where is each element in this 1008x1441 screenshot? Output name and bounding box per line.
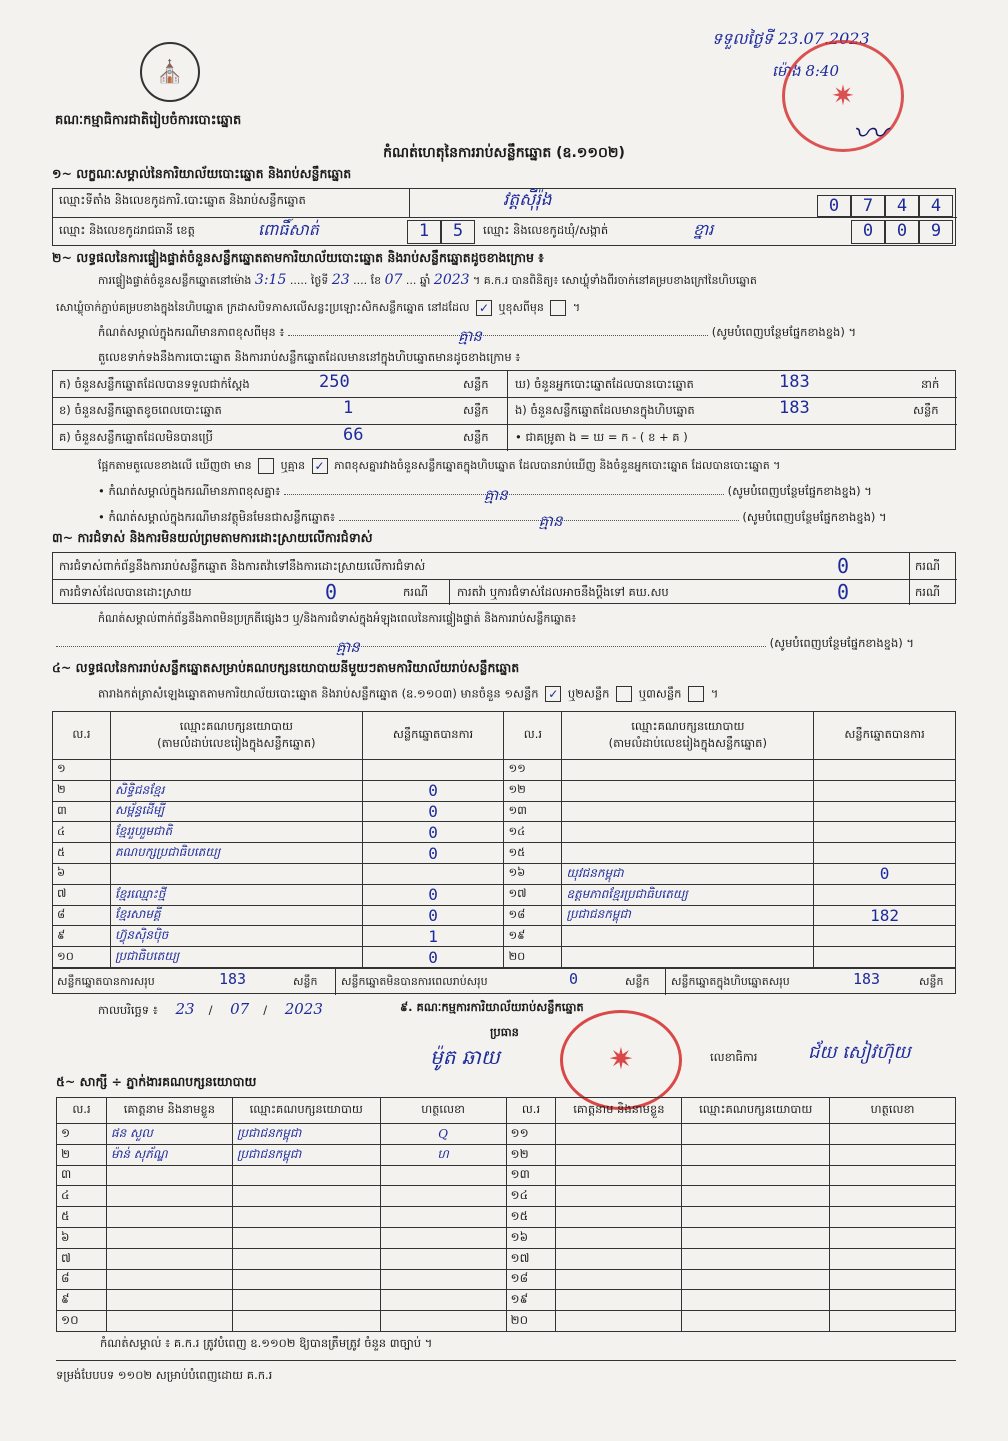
verify-month: 07 [384,272,403,288]
table-row [53,863,956,884]
count-date: កាលបរិច្ឆេទ ៖ 23 / 07 / 2023 [98,1000,323,1018]
commune-label: ឈ្មោះ និងលេខកូដឃុំ/សង្កាត់ [483,223,609,237]
party-name: គណបក្សប្រជាធិបតេយ្យ [110,843,362,864]
witness-signature [830,1248,956,1269]
party-results-table: ល.រ ឈ្មោះគណបក្សនយោបាយ (តាមលំដាប់លេខរៀងក្នុងសន្លឹកឆ្នោត) សន្លឹកឆ្នោតបានការ ល.រ ឈ្មោះគណបក្សនយោបាយ (តាមលំដាប់លេខរៀងក្នុងសន្លឹកឆ្នោត) សន្លឹកឆ្នោតបានការ ១ ១១ ២ សិទ្ធិជនខ្មែរ 0 ១២ ៣ សម្ព័ន្ធដើម្បី 0 ១៣ ៤ ខ្មែររួបរួមជាតិ 0 ១៤ ៥ គណបក្សប្រជាធិបតេយ្យ 0 ១៥ ៦ ១៦ យុវជនកម្ពុជា 0 ៧ ខ្មែរឈ្មោះថ្មី 0 ១៧ ឧត្តមភាពខ្មែរប្រជាធិបតេយ្យ ៨ ខ្មែរសាមគ្គី 0 ១៨ ប្រជាជនកម្ពុជា 182 ៩ ហ៊្វុនស៊ិនប៉ិច 1 ១៩ ១០ ប្រជាធិបតេយ្យ 0 ២០ [52,711,956,968]
verify-time-line: ការផ្ទៀងផ្ទាត់ចំនួនសន្លឹកឆ្នោតនៅម៉ោង 3:15 ..... ថ្ងៃទី 23 .... ខែ 07 ... ឆ្នាំ 2023 ។ គ.ក.រ បានពិនិត្យ៖ សោឃ្លុំទាំងពីរចាក់នៅគម្របខាងក្រៅនៃហិបឆ្នោត [98,272,757,288]
committee-name: គណៈកម្មាធិការជាតិរៀបចំការបោះឆ្នោត [55,113,242,128]
witness-no: ៧ [57,1248,107,1269]
party-name [562,947,814,968]
party-votes [362,863,504,884]
formula: • ជាគម្រូតា ង = ឃ = ក - ( ខ + គ ) [515,430,688,444]
witness-signature [380,1311,506,1332]
compare-line: ផ្អែកតាមតួលេខខាងលើ ឃើញថា មាន ឬគ្មាន ✓ ភាពខុសគ្នារវាងចំនួនសន្លឹកឆ្នោតក្នុងហិបឆ្នោត ដែលបានរាប់ឃើញ និងចំនួនអ្នកបោះឆ្នោត ដែលបានបោះឆ្នោត ។ [98,459,781,473]
objections-table: ការជំទាស់ពាក់ព័ន្ធនឹងការរាប់សន្លឹកឆ្នោត និងការតវ៉ាទៅនឹងការដោះស្រាយលើការជំទាស់ 0 ករណី ការជំទាស់ដែលបានដោះស្រាយ 0 ករណី ការតវ៉ា ឬការជំទាស់ដែលអាចនឹងប្ដឹងទៅ គឃ.សប 0 ករណី [52,552,956,604]
witness-name [556,1165,682,1186]
witness-no: ១ [57,1124,107,1145]
chair-label: ប្រធាន [490,1025,519,1039]
party-no: ៧ [53,884,111,905]
witness-signature [830,1269,956,1290]
witness-party [232,1207,380,1228]
count-gh-value: 183 [779,372,810,392]
party-no: ១៦ [504,863,562,884]
witness-party: ប្រជាជនកម្ពុជា [232,1124,380,1145]
verify-day: 23 [331,272,350,288]
count-committee-label: ៩. គណៈកម្មការការិយាល័យរាប់សន្លឹកឆ្នោត [400,1000,584,1014]
witness-party [682,1269,830,1290]
table-row [57,1144,956,1165]
witness-party [232,1248,380,1269]
table-row [57,1165,956,1186]
witness-signature [830,1207,956,1228]
witness-no: ១០ [57,1311,107,1332]
witness-signature [380,1290,506,1311]
tally-sheet-line: តារាងកត់ត្រាសំឡេងឆ្នោតតាមការិយាល័យបោះឆ្នោត និងរាប់សន្លឹកឆ្នោត (ឧ.១១០៣) មានចំនួន ១សន្លឹក ✓ ឬ២សន្លឹក ឬ៣សន្លឹក ។ [98,686,719,701]
witness-party [232,1165,380,1186]
party-votes [814,947,956,968]
table-row [57,1311,956,1332]
witness-signature [380,1186,506,1207]
witness-signature [830,1165,956,1186]
footnote: កំណត់សម្គាល់ ៖ គ.ក.រ ត្រូវបំពេញ ឧ.១១០២ ឱ្យបានត្រឹមត្រូវ ចំនួន ៣ច្បាប់ ។ [100,1336,433,1350]
party-name: ឧត្តមភាពខ្មែរប្រជាធិបតេយ្យ [562,884,814,905]
witness-name [106,1290,232,1311]
invalid-note-line: • កំណត់សម្គាល់ក្នុងករណីមានវត្ថុមិនមែនជាសន្លឹកឆ្នោត៖ គ្មាន (សូមបំពេញបន្ថែមផ្នែកខាងខ្នង) ។ [98,510,956,527]
witness-signature [830,1311,956,1332]
witness-no: ១៣ [506,1165,556,1186]
party-votes: 0 [362,905,504,926]
witness-party [682,1207,830,1228]
top-signature: 〰 [852,114,886,154]
party-no: ១៣ [504,801,562,822]
table-row [53,801,956,822]
count-kh-label: ខ) ចំនួនសន្លឹកឆ្នោតខូចពេលបោះឆ្នោត [59,403,222,417]
witness-name [106,1186,232,1207]
witness-name [106,1269,232,1290]
party-no: ១២ [504,780,562,801]
party-no: ១៥ [504,843,562,864]
same-checkbox[interactable]: ✓ [476,300,492,316]
count-ng-value: 183 [779,398,810,418]
party-no: ៣ [53,801,111,822]
witness-party [682,1248,830,1269]
total-invalid-label: សន្លឹកឆ្នោតមិនបានការពេលរាប់សរុប [341,975,488,988]
party-votes [814,760,956,781]
chair-signature: ម៉ូត ឆាយ [430,1045,500,1069]
table-row [57,1207,956,1228]
no-diff-checkbox[interactable]: ✓ [312,458,328,474]
witness-name [556,1124,682,1145]
witness-no: ៨ [57,1269,107,1290]
section4-title: ៤~ លទ្ធផលនៃការរាប់សន្លឹកឆ្នោតសម្រាប់គណបក្សនយោបាយនីមួយៗតាមការិយាល័យរាប់សន្លឹកឆ្នោត [52,660,520,675]
commune-code: 0 0 9 [851,220,953,244]
objection-r3-value: 0 [837,580,850,604]
party-votes [362,760,504,781]
party-name [562,760,814,781]
party-name [562,822,814,843]
top-red-stamp: ✷ [782,40,904,152]
form-title: កំណត់ហេតុនៃការរាប់សន្លឹកឆ្នោត (ឧ.១១០២) [383,145,625,161]
witness-party: ប្រជាជនកម្ពុជា [232,1144,380,1165]
party-no: ៩ [53,926,111,947]
table-row [57,1269,956,1290]
party-votes [814,780,956,801]
party-name [562,780,814,801]
one-sheet-checkbox[interactable]: ✓ [545,686,561,702]
party-no: ១៨ [504,905,562,926]
section5-title: ៥~ សាក្សី ÷ ភ្នាក់ងារគណបក្សនយោបាយ [56,1074,257,1089]
party-votes: 1 [362,926,504,947]
witness-name [556,1269,682,1290]
witness-name [106,1248,232,1269]
party-no: ១០ [53,947,111,968]
verify-time: 3:15 [254,272,287,288]
witness-signature [830,1124,956,1145]
party-name [562,801,814,822]
witness-party [682,1227,830,1248]
party-votes [814,801,956,822]
three-sheet-checkbox[interactable] [688,686,704,702]
table-row [53,843,956,864]
total-box-label: សន្លឹកឆ្នោតក្នុងហិបឆ្នោតសរុប [671,975,790,988]
table-row [53,905,956,926]
received-note: ទទួលថ្ងៃទី 23.07.2023 [712,29,870,48]
count-gh-label: ឃ) ចំនួនអ្នកបោះឆ្នោតដែលបានបោះឆ្នោត [515,377,694,391]
province-label: ឈ្មោះ និងលេខកូដរាជធានី ខេត្ត [59,223,195,237]
total-valid-value: 183 [219,970,247,988]
party-votes: 0 [362,843,504,864]
diff-note-line: • កំណត់សម្គាល់ក្នុងករណីមានភាពខុសគ្នា៖ គ្មាន (សូមបំពេញបន្ថែមផ្នែកខាងខ្នង) ។ [98,484,956,501]
witness-name [556,1227,682,1248]
party-name: ប្រជាជនកម្ពុជា [562,905,814,926]
party-name: សម្ព័ន្ធដើម្បី [110,801,362,822]
objection-note-label: កំណត់សម្គាល់ពាក់ព័ន្ធនឹងភាពមិនប្រក្រតីផ្សេងៗ ឬ/និងការជំទាស់ក្នុងអំឡុងពេលនៃការផ្ទៀងផ្ទាត់ និងការរាប់សន្លឹកឆ្នោត៖ [98,612,577,625]
objection-r2-value: 0 [325,580,338,604]
witness-signature [830,1186,956,1207]
party-name: ខ្មែរឈ្មោះថ្មី [110,884,362,905]
count-g-label: គ) ចំនួនសន្លឹកឆ្នោតដែលមិនបានប្រើ [59,430,213,444]
objection-r1-value: 0 [837,554,850,578]
witness-no: ៥ [57,1207,107,1228]
party-no: ១៩ [504,926,562,947]
province-code: 1 5 [407,220,475,244]
witness-no: ៣ [57,1165,107,1186]
form-footer: ទម្រង់បែបបទ ១១០២ សម្រាប់បំពេញដោយ គ.ក.រ [56,1368,273,1382]
witness-signature [380,1248,506,1269]
party-name: ខ្មែរសាមគ្គី [110,905,362,926]
witness-signature [830,1227,956,1248]
station-value: វត្តស៊ីរ៉ុង [503,190,552,210]
count-kh-value: 1 [343,398,354,418]
witness-party [232,1227,380,1248]
witness-name [556,1207,682,1228]
witness-signature [830,1144,956,1165]
witness-party [232,1311,380,1332]
party-no: ១៤ [504,822,562,843]
station-code: 0 7 4 4 [817,195,953,217]
witness-signature [380,1227,506,1248]
total-valid-label: សន្លឹកឆ្នោតបានការសរុប [57,975,155,988]
diff-note-value: គ្មាន [483,486,508,504]
witness-no: ៦ [57,1227,107,1248]
party-name: សិទ្ធិជនខ្មែរ [110,780,362,801]
verify-year: 2023 [433,272,470,288]
has-diff-checkbox[interactable] [258,458,274,474]
party-name [562,926,814,947]
witness-signature [830,1290,956,1311]
witness-name [556,1290,682,1311]
table-row [53,760,956,781]
table-row [53,822,956,843]
party-votes [814,843,956,864]
party-votes: 182 [814,905,956,926]
count-g-value: 66 [343,425,364,445]
committee-red-stamp: ✷ [560,1010,682,1110]
count-ng-label: ង) ចំនួនសន្លឹកឆ្នោតដែលមានក្នុងហិបឆ្នោត [515,403,695,417]
witness-signature [380,1207,506,1228]
witness-party [682,1124,830,1145]
witness-no: ១៦ [506,1227,556,1248]
party-name [110,863,362,884]
witness-name [106,1311,232,1332]
two-sheet-checkbox[interactable] [616,686,632,702]
counts-table: ក) ចំនួនសន្លឹកឆ្នោតដែលបានទទួលជាក់ស្តែង 250 សន្លឹក ខ) ចំនួនសន្លឹកឆ្នោតខូចពេលបោះឆ្នោត 1 សន្លឹក គ) ចំនួនសន្លឹកឆ្នោតដែលមិនបានប្រើ 66 សន្លឹក ឃ) ចំនួនអ្នកបោះឆ្នោតដែលបានបោះឆ្នោត 183 នាក់ ង) ចំនួនសន្លឹកឆ្នោតដែលមានក្នុងហិបឆ្នោត 183 សន្លឹក • ជាគម្រូតា ង = ឃ = ក - ( ខ + គ ) [52,370,956,450]
witness-table: ល.រ គោត្តនាម និងនាមខ្លួន ឈ្មោះគណបក្សនយោបាយ ហត្ថលេខា ល.រ គោត្តនាម និងនាមខ្លួន ឈ្មោះគណបក្សនយោបាយ ហត្ថលេខា ១ ផន សួល ប្រជាជនកម្ពុជា Q ១១ ២ ម៉ាន់ សុភ័ណ្ឌ ប្រជាជនកម្ពុជា ហ ១២ ៣ ១៣ ៤ ១៤ ៥ ១៥ ៦ ១៦ ៧ ១៧ ៨ ១៨ ៩ ១៩ ១០ ២០ [56,1097,956,1332]
witness-party [232,1186,380,1207]
section2-title: ២~ លទ្ធផលនៃការផ្ទៀងផ្ទាត់ចំនួនសន្លឹកឆ្នោតតាមការិយាល័យបោះឆ្នោត និងរាប់សន្លឹកឆ្នោតដូចខាងក្រោម ៖ [52,250,544,265]
objection-note-value: គ្មាន [336,638,360,656]
witness-name [556,1311,682,1332]
party-no: ២០ [504,947,562,968]
witness-no: ៤ [57,1186,107,1207]
party-name [110,760,362,781]
party-votes [814,926,956,947]
section3-title: ៣~ ការជំទាស់ និងការមិនយល់ព្រមតាមការដោះស្រាយលើការជំទាស់ [52,530,373,545]
table-row [57,1248,956,1269]
table-row [53,884,956,905]
witness-no: ៩ [57,1290,107,1311]
table-row [53,947,956,968]
witness-no: ១៩ [506,1290,556,1311]
witness-name [106,1227,232,1248]
party-name [562,843,814,864]
party-votes: 0 [362,947,504,968]
station-label: ឈ្មោះទីតាំង និងលេខកូដការិ.បោះឆ្នោត និងរាប់សន្លឹកឆ្នោត [59,193,306,207]
witness-no: ១២ [506,1144,556,1165]
party-no: ៤ [53,822,111,843]
witness-signature [380,1269,506,1290]
table-row [57,1186,956,1207]
party-votes: 0 [362,884,504,905]
party-no: ១៧ [504,884,562,905]
totals-row: សន្លឹកឆ្នោតបានការសរុប 183 សន្លឹក សន្លឹកឆ្នោតមិនបានការពេលរាប់សរុប 0 សន្លឹក សន្លឹកឆ្នោតក្នុងហិបឆ្នោតសរុប 183 សន្លឹក [52,968,956,994]
received-time: ម៉ោង 8:40 [772,62,840,80]
witness-name [106,1165,232,1186]
party-name: ខ្មែររួបរួមជាតិ [110,822,362,843]
province-value: ពោធិ៍សាត់ [258,220,319,239]
table-row [57,1124,956,1145]
total-box-value: 183 [853,970,881,988]
witness-no: ១៨ [506,1269,556,1290]
secretary-label: លេខាធិការ [710,1050,758,1064]
party-votes [814,822,956,843]
total-invalid-value: 0 [569,970,579,988]
party-votes: 0 [362,822,504,843]
party-votes: 0 [362,801,504,822]
witness-no: ២០ [506,1311,556,1332]
witness-party [682,1311,830,1332]
witness-signature [380,1165,506,1186]
witness-party [232,1290,380,1311]
verify-line2: សោឃ្លុំចាក់ភ្ជាប់គម្របខាងក្នុងនៃហិបឆ្នោត ក្រដាសបិទភាសលើសន្លះប្រឡោះសិកសន្លឹកឆ្នោត នៅដដែល ✓ ឬខុសពីមុន ។ [56,301,581,315]
party-no: ១ [53,760,111,781]
objection-r3-label: ការតវ៉ា ឬការជំទាស់ដែលអាចនឹងប្ដឹងទៅ គឃ.សប [457,585,669,599]
party-name: ហ៊្វុនស៊ិនប៉ិច [110,926,362,947]
witness-party [682,1144,830,1165]
secretary-signature: ជ័យ សៀវហ៊ុយ [808,1042,911,1063]
witness-name [556,1186,682,1207]
party-no: ១១ [504,760,562,781]
witness-no: ១៧ [506,1248,556,1269]
witness-name [106,1207,232,1228]
party-no: ៥ [53,843,111,864]
party-no: ៨ [53,905,111,926]
table-row [57,1290,956,1311]
witness-party [232,1269,380,1290]
party-votes: 0 [362,780,504,801]
witness-no: ១៥ [506,1207,556,1228]
witness-no: ១១ [506,1124,556,1145]
invalid-note-value: គ្មាន [538,512,563,530]
count-k-label: ក) ចំនួនសន្លឹកឆ្នោតដែលបានទទួលជាក់ស្តែង [59,377,250,391]
objection-r1-label: ការជំទាស់ពាក់ព័ន្ធនឹងការរាប់សន្លឹកឆ្នោត និងការតវ៉ាទៅនឹងការដោះស្រាយលើការជំទាស់ [59,559,426,573]
section1-table [52,188,956,246]
witness-name: ម៉ាន់ សុភ័ណ្ឌ [106,1144,232,1165]
change-note-line: កំណត់សម្គាល់ក្នុងករណីមានភាពខុសពីមុន ៖ គ្មាន (សូមបំពេញបន្ថែមផ្នែកខាងខ្នង) ។ [98,325,956,342]
witness-name [556,1144,682,1165]
commune-value: ខ្នារ [693,220,714,239]
objection-note-line: គ្មាន (សូមបំពេញបន្ថែមផ្នែកខាងខ្នង) ។ [56,636,956,653]
witness-party [682,1290,830,1311]
changed-checkbox[interactable] [550,300,566,316]
table-row [57,1227,956,1248]
nec-logo: ⛪ [140,42,200,102]
witness-party [682,1186,830,1207]
witness-signature: ហ [380,1144,506,1165]
witness-signature: Q [380,1124,506,1145]
witness-party [682,1165,830,1186]
witness-no: ១៤ [506,1186,556,1207]
counts-intro: តួលេខទាក់ទងនឹងការបោះឆ្នោត និងការរាប់សន្លឹកឆ្នោតដែលមាននៅក្នុងហិបឆ្នោតមានដូចខាងក្រោម ៖ [98,350,521,364]
count-k-value: 250 [319,372,350,392]
party-votes: 0 [814,863,956,884]
witness-name: ផន សួល [106,1124,232,1145]
section1-title: ១~ លក្ខណៈសម្គាល់នៃការិយាល័យបោះឆ្នោត និងរាប់សន្លឹកឆ្នោត [52,166,352,181]
party-votes [814,884,956,905]
table-row [53,780,956,801]
party-name: យុវជនកម្ពុជា [562,863,814,884]
party-name: ប្រជាធិបតេយ្យ [110,947,362,968]
table-row [53,926,956,947]
objection-r2-label: ការជំទាស់ដែលបានដោះស្រាយ [59,585,192,599]
party-no: ២ [53,780,111,801]
party-no: ៦ [53,863,111,884]
change-note-value: គ្មាន [458,327,482,345]
witness-name [556,1248,682,1269]
witness-no: ២ [57,1144,107,1165]
